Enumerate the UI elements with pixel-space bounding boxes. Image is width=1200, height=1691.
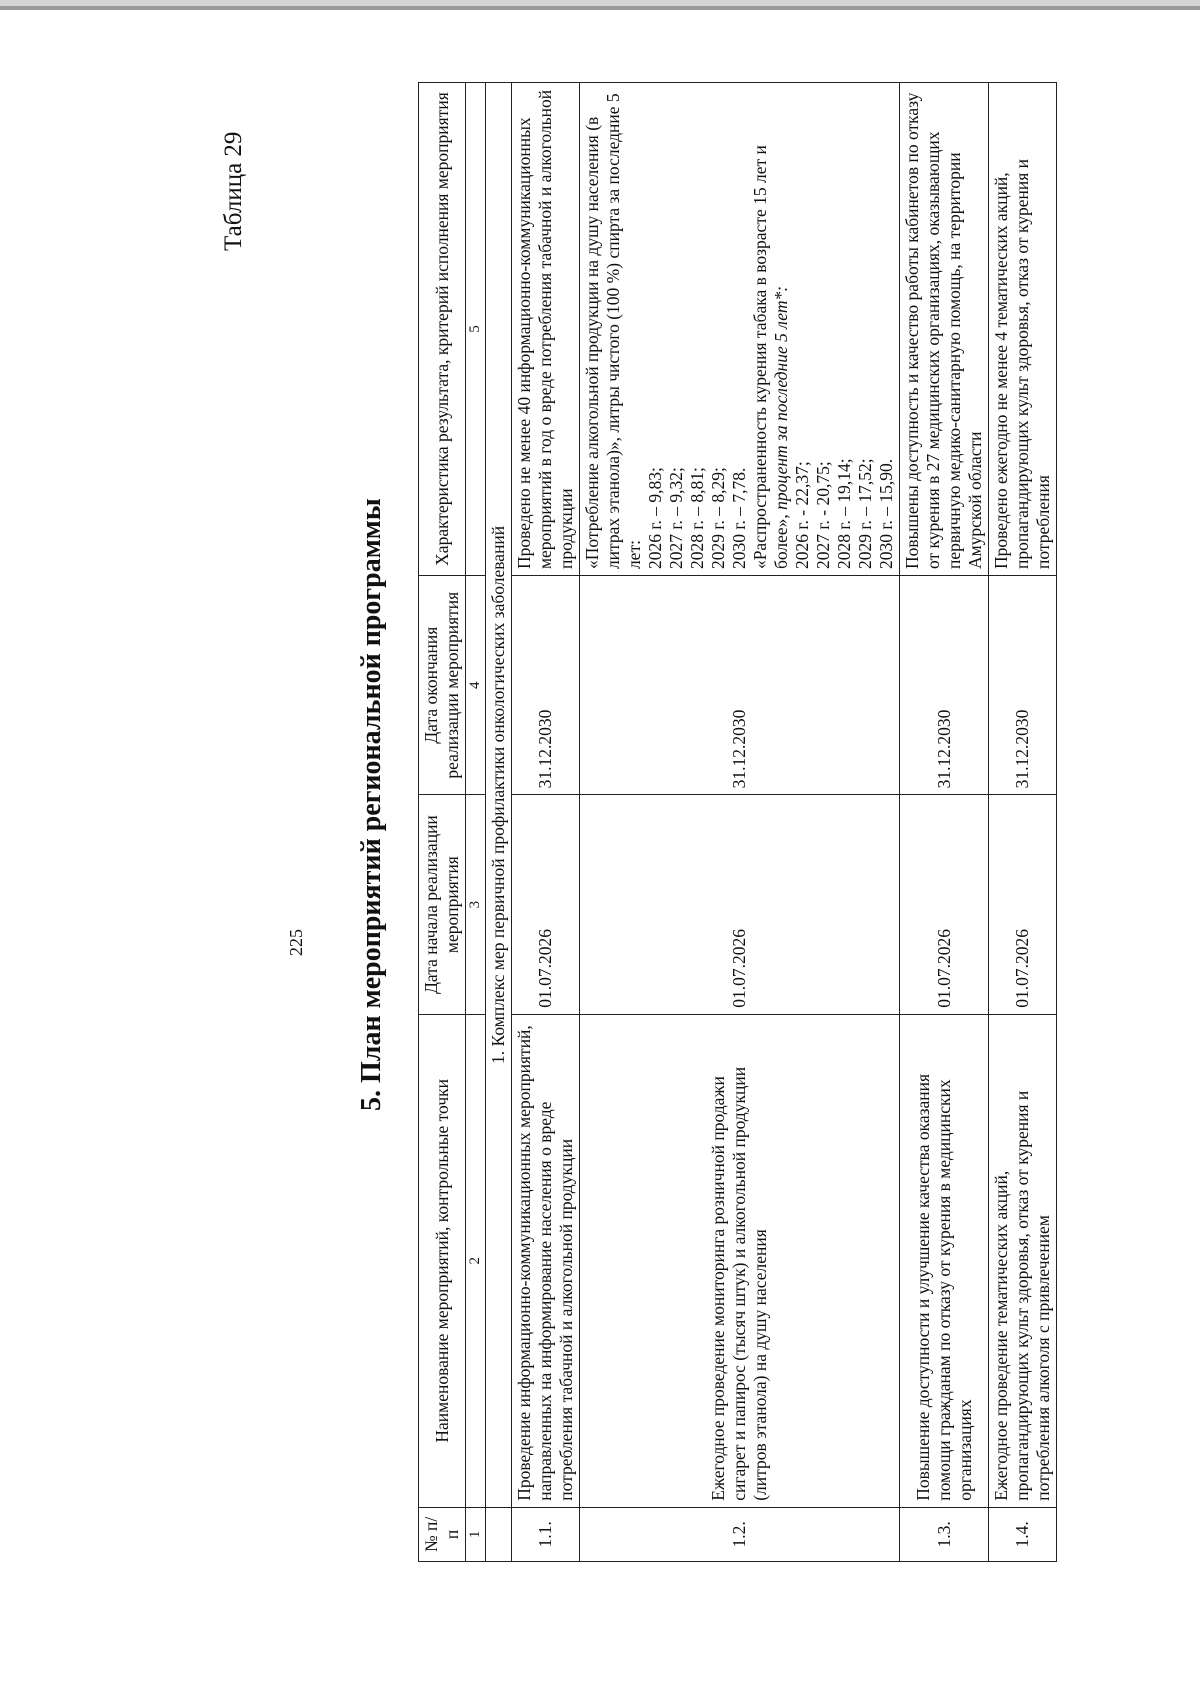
row-start-date: 01.07.2026 [580, 795, 900, 1014]
scan-edge [0, 6, 1200, 10]
column-number: 1 [466, 1507, 486, 1561]
row-end-date: 31.12.2030 [900, 576, 989, 795]
column-number: 4 [466, 576, 486, 795]
header-result: Характеристика результата, критерий исполнения мероприятия [419, 83, 466, 576]
result-text: «Потребление алкогольной продукции на душу населения (в литрах этанола)», литры чистого (100 %) спирта за последние 5 лет: [582, 93, 644, 570]
header-start: Дата начала реализации мероприятия [419, 795, 466, 1014]
header-name: Наименование мероприятий, контрольные точки [419, 1014, 466, 1507]
section-row [486, 83, 512, 1562]
row-result: Повышены доступность и качество работы кабинетов по отказу от курения в 27 медицинских организациях, оказывающих первичную медико-санитарную помощь, на территории Амурской области [900, 83, 989, 576]
row-end-date: 31.12.2030 [580, 576, 900, 795]
section-title: 1. Комплекс мер первичной профилактики онкологических заболеваний [486, 83, 512, 1508]
header-num: № п/п [419, 1507, 466, 1561]
row-start-date: 01.07.2026 [900, 795, 989, 1014]
row-number: 1.4. [989, 1507, 1057, 1561]
result-text-italic: процент за последние 5 лет*: [771, 285, 791, 510]
list-item: 2029 г. – 17,52; [855, 458, 875, 570]
list-item: 2026 г. - 22,37; [792, 461, 812, 570]
table-row [900, 83, 989, 1562]
page-title: 5. План мероприятий региональной программы [356, 498, 387, 1111]
row-result: Проведено ежегодно не менее 4 тематических акций, пропагандирующих культ здоровья, отказ от курения и потребления [989, 83, 1057, 576]
result-list [645, 89, 750, 569]
result-text [750, 89, 792, 569]
row-end-date: 31.12.2030 [989, 576, 1057, 795]
page-number: 225 [286, 929, 306, 956]
list-item: 2030 г. – 15,90. [876, 458, 896, 570]
list-item: 2027 г. – 9,32; [666, 467, 686, 570]
column-number: 3 [466, 795, 486, 1014]
row-end-date: 31.12.2030 [512, 576, 580, 795]
column-number-row [466, 83, 486, 1562]
row-start-date: 01.07.2026 [989, 795, 1057, 1014]
table-row [989, 83, 1057, 1562]
table-row [580, 83, 900, 1562]
list-item: 2028 г. – 19,14; [834, 458, 854, 570]
column-number: 2 [466, 1014, 486, 1507]
list-item: 2030 г. – 7,78. [729, 467, 749, 570]
row-name: Повышение доступности и улучшение качества оказания помощи гражданам по отказу от курения в медицинских организациях [900, 1014, 989, 1507]
rotated-content [32, 51, 1132, 1611]
column-number: 5 [466, 83, 486, 576]
list-item: 2028 г. – 8,81; [687, 467, 707, 570]
list-item: 2029 г. – 8,29; [708, 467, 728, 570]
row-result [580, 83, 900, 576]
result-text-plain: «Распространенность курения табака в возрасте 15 лет и более», [750, 145, 791, 570]
row-number: 1.2. [580, 1507, 900, 1561]
document-page [0, 6, 1200, 1691]
plan-table [418, 82, 1057, 1562]
list-item: 2026 г. – 9,83; [645, 467, 665, 570]
row-name: Проведение информационно-коммуникационных мероприятий, направленных на информирование населения о вреде потребления табачной и алкогольной продукции [512, 1014, 580, 1507]
row-start-date: 01.07.2026 [512, 795, 580, 1014]
row-number: 1.3. [900, 1507, 989, 1561]
list-item: 2027 г. - 20,75; [813, 461, 833, 570]
header-row [419, 83, 466, 1562]
section-spacer [486, 1507, 512, 1561]
table-row [512, 83, 580, 1562]
result-list [792, 89, 897, 569]
row-result: Проведено не менее 40 информационно-коммуникационных мероприятий в год о вреде потребления табачной и алкогольной продукции [512, 83, 580, 576]
header-end: Дата окончания реализации мероприятия [419, 576, 466, 795]
row-number: 1.1. [512, 1507, 580, 1561]
table-caption: Таблица 29 [220, 131, 247, 251]
row-name: Ежегодное проведение тематических акций, пропагандирующих культ здоровья, отказ от курения и потребления алкоголя с привлечением [989, 1014, 1057, 1507]
row-name: Ежегодное проведение мониторинга розничной продажи сигарет и папирос (тысяч штук) и алкогольной продукции (литров этанола) на душу населения [580, 1014, 900, 1507]
